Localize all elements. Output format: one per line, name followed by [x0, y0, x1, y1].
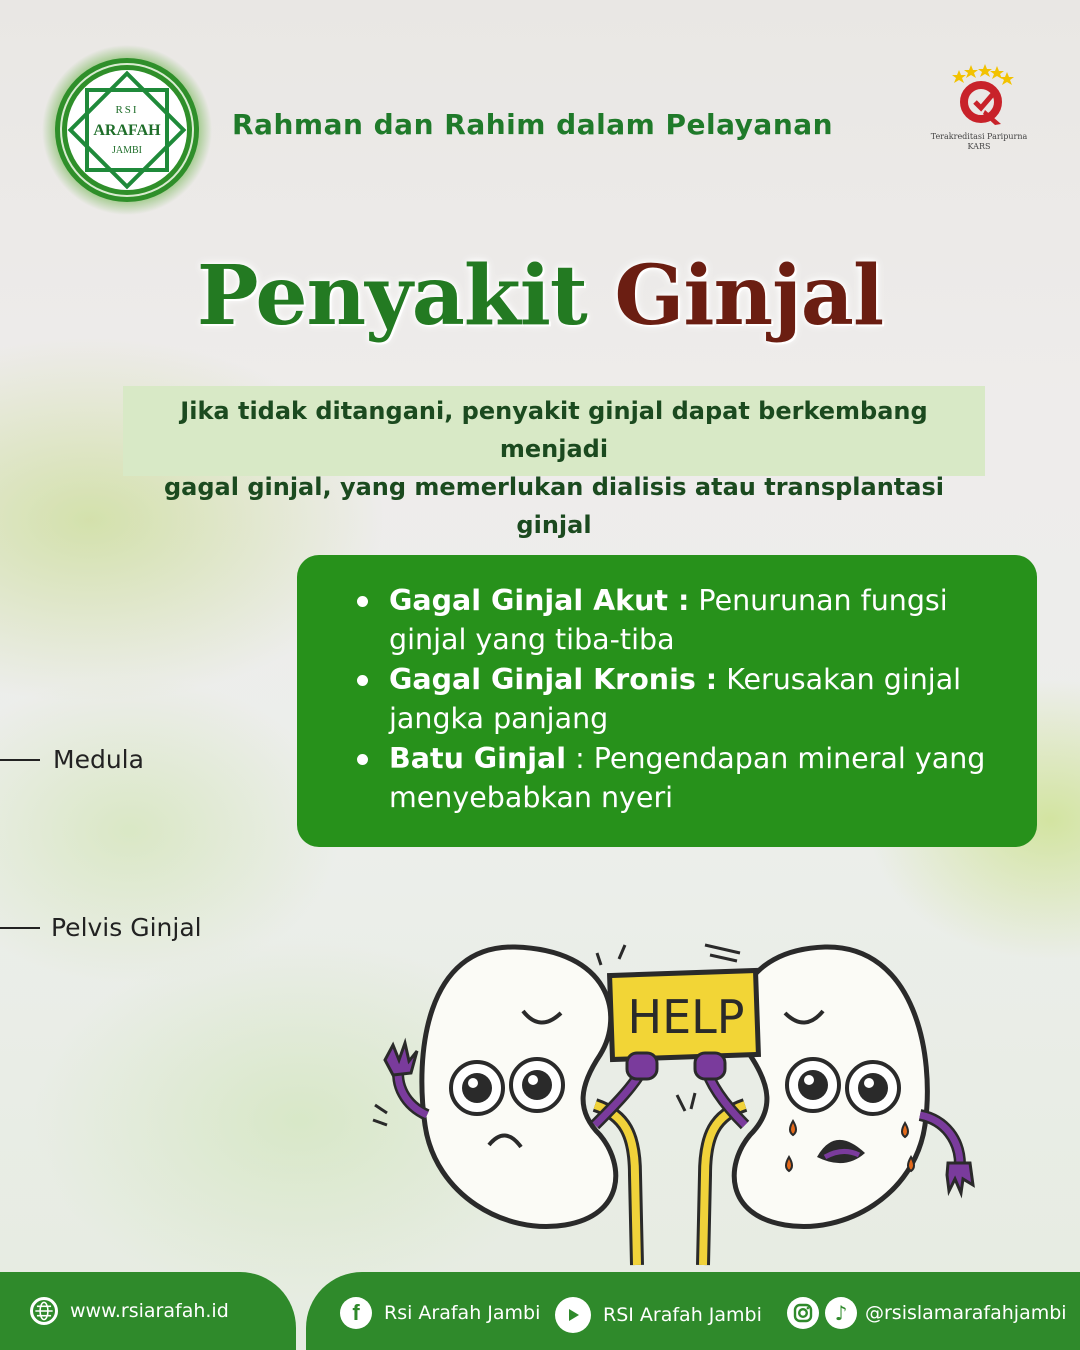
- youtube-icon: [555, 1297, 591, 1333]
- footer-facebook[interactable]: [340, 1297, 540, 1329]
- facebook-link[interactable]: Rsi Arafah Jambi: [384, 1302, 541, 1324]
- footer-website[interactable]: [30, 1297, 229, 1325]
- accreditation-line1: Terakreditasi Paripurna: [930, 132, 1028, 141]
- globe-icon: [30, 1297, 58, 1325]
- list-item-desc: Kerusakan ginjal jangka panjang: [389, 663, 962, 735]
- tiktok-icon: ♪: [825, 1297, 857, 1329]
- list-item-term: Gagal Ginjal Kronis :: [389, 663, 718, 696]
- pelvis-pointer-line: [0, 927, 40, 929]
- kidney-illustration: [365, 935, 985, 1275]
- tagline: Rahman dan Rahim dalam Pelayanan: [232, 108, 834, 141]
- list-item-term: Batu Ginjal: [389, 742, 567, 775]
- footer-social[interactable]: [787, 1297, 1067, 1329]
- accreditation-badge: [918, 62, 1040, 162]
- list-item-desc: : Pengendapan mineral yang menyebabkan nyeri: [389, 742, 986, 814]
- youtube-link[interactable]: RSI Arafah Jambi: [603, 1304, 762, 1326]
- intro-line2: gagal ginjal, yang memerlukan dialisis atau transplantasi ginjal: [164, 473, 944, 539]
- list-item-desc: Penurunan fungsi ginjal yang tiba-tiba: [389, 584, 948, 656]
- medula-pointer-line: [0, 759, 40, 761]
- title-part2: Ginjal: [614, 248, 884, 344]
- website-link[interactable]: www.rsiarafah.id: [70, 1300, 229, 1322]
- logo-top-text: RSI: [115, 104, 139, 116]
- disease-list: [357, 581, 987, 818]
- pelvis-label: Pelvis Ginjal: [51, 913, 202, 942]
- help-sign: [610, 970, 759, 1059]
- social-handle[interactable]: @rsislamarafahjambi: [865, 1302, 1067, 1324]
- list-item: [357, 581, 987, 659]
- hospital-logo: [42, 45, 212, 215]
- footer-youtube[interactable]: [555, 1297, 762, 1333]
- page-title: [0, 248, 1080, 344]
- intro-box: [123, 386, 985, 539]
- disease-list-card: [297, 555, 1037, 847]
- instagram-icon: [787, 1297, 819, 1329]
- intro-line1: Jika tidak ditangani, penyakit ginjal dapat berkembang menjadi: [180, 397, 928, 463]
- help-sign-text: HELP: [627, 990, 745, 1044]
- title-part1: Penyakit: [196, 248, 587, 344]
- logo-bottom-text: JAMBI: [111, 145, 143, 156]
- accreditation-q-icon: [939, 62, 1019, 126]
- list-item: [357, 739, 987, 817]
- list-item-term: Gagal Ginjal Akut :: [389, 584, 690, 617]
- logo-main-text: ARAFAH: [93, 122, 161, 139]
- facebook-icon: f: [340, 1297, 372, 1329]
- bullet-icon: [357, 596, 368, 607]
- list-item: [357, 660, 987, 738]
- accreditation-line2: KARS: [967, 142, 991, 151]
- bullet-icon: [357, 675, 368, 686]
- bullet-icon: [357, 754, 368, 765]
- medula-label: Medula: [53, 745, 144, 774]
